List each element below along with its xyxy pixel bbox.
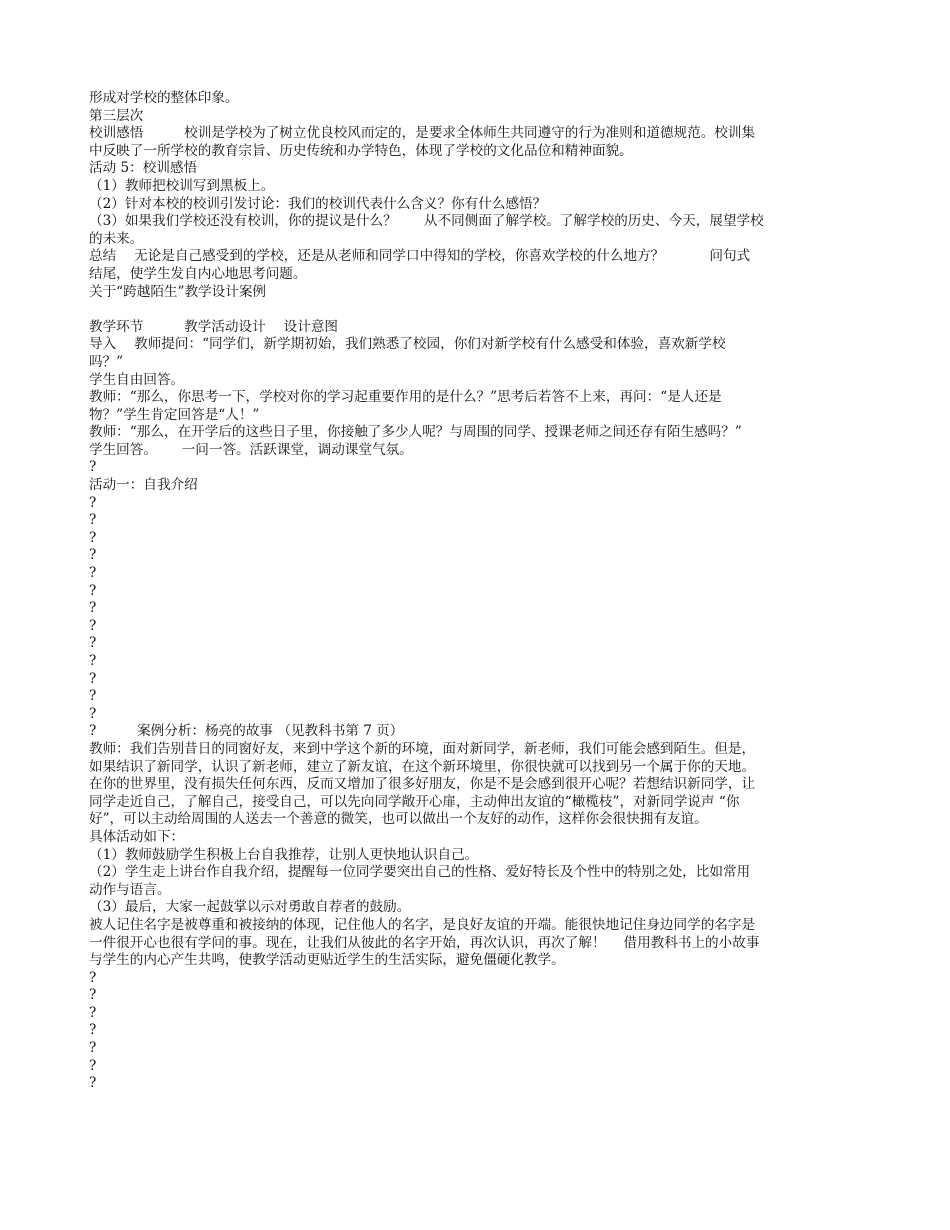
text-line: ? 案例分析：杨亮的故事 （见教科书第 7 页） xyxy=(89,723,404,740)
text-line: 吗？” xyxy=(89,353,124,370)
text-line: 被人记住名字是被尊重和被接纳的体现，记住他人的名字，是良好友谊的开端。能很快地记住身边同学的名字是 xyxy=(89,916,756,933)
text-line: 总结 无论是自己感受到的学校，还是从老师和同学口中得知的学校，你喜欢学校的什么地方？ 问句式 xyxy=(89,248,751,265)
text-line: 教学环节 教学活动设计 设计意图 xyxy=(89,318,339,335)
text-line: ? xyxy=(89,494,97,511)
text-line: ? xyxy=(89,600,97,617)
text-line: ? xyxy=(89,969,97,986)
text-line: ? xyxy=(89,459,97,476)
text-line: 同学走近自己，了解自己，接受自己，可以先向同学敞开心扉，主动伸出友谊的“橄榄枝”，对新同学说声 “你 xyxy=(89,793,740,810)
text-line: ? xyxy=(89,1022,97,1039)
text-line: ? xyxy=(89,987,97,1004)
text-line: 与学生的内心产生共鸣，使教学活动更贴近学生的生活实际，避免僵硬化教学。 xyxy=(89,952,565,969)
text-line: （3）最后，大家一起鼓掌以示对勇敢自荐者的鼓励。 xyxy=(89,899,411,916)
text-line: 教师：“那么，你思考一下，学校对你的学习起重要作用的是什么？”思考后若答不上来，再问：“是人还是 xyxy=(89,389,722,406)
text-line: ? xyxy=(89,635,97,652)
text-line: 活动一：自我介绍 xyxy=(89,477,198,494)
text-line: 中反映了一所学校的教育宗旨、历史传统和办学特色，体现了学校的文化品位和精神面貌。 xyxy=(89,142,633,159)
text-line: 在你的世界里，没有损失任何东西，反而又增加了很多好朋友，你是不是会感到很开心呢？若想结识新同学，让 xyxy=(89,776,756,793)
text-line: 学生自由回答。 xyxy=(89,371,185,388)
text-line: 教师：“那么，在开学后的这些日子里，你接触了多少人呢？与周围的同学、授课老师之间还存有陌生感吗？” xyxy=(89,424,742,441)
text-line xyxy=(89,301,869,319)
text-line: ? xyxy=(89,1075,97,1092)
text-line: （1）教师把校训写到黑板上。 xyxy=(89,177,275,194)
text-line: 导入 教师提问：“同学们，新学期初始，我们熟悉了校园，你们对新学校有什么感受和体验，喜欢新学校 xyxy=(89,336,726,353)
text-line: 结尾，使学生发自内心地思考问题。 xyxy=(89,265,307,282)
text-line: ? xyxy=(89,565,97,582)
text-line: ? xyxy=(89,1004,97,1021)
text-line: 校训感悟 校训是学校为了树立优良校风而定的，是要求全体师生共同遵守的行为准则和道德规范。校训集 xyxy=(89,125,756,142)
text-line: （1）教师鼓励学生积极上台自我推荐，让别人更快地认识自己。 xyxy=(89,846,479,863)
text-line: 一件很开心也很有学问的事。现在，让我们从彼此的名字开始，再次认识，再次了解！ 借用教科书上的小故事 xyxy=(89,934,760,951)
text-line: 关于“跨越陌生”教学设计案例 xyxy=(89,283,267,300)
text-line: （2）学生走上讲台作自我介绍，提醒每一位同学要突出自己的性格、爱好特长及个性中的特别之处，比如常用 xyxy=(89,864,751,881)
text-line: （2）针对本校的校训引发讨论：我们的校训代表什么含义？你有什么感悟？ xyxy=(89,195,547,212)
text-line: ? xyxy=(89,547,97,564)
text-line: 第三层次 xyxy=(89,107,144,124)
text-line: 具体活动如下： xyxy=(89,828,185,845)
document-body xyxy=(89,90,869,1093)
text-line: ? xyxy=(89,617,97,634)
text-line: 物？”学生肯定回答是“人！” xyxy=(89,406,260,423)
text-line: 形成对学校的整体印象。 xyxy=(89,90,239,106)
text-line: 如果结识了新同学，认识了新老师，建立了新友谊，在这个新环境里，你很快就可以找到另一个属于你的天地。 xyxy=(89,758,756,775)
text-line: ? xyxy=(89,670,97,687)
text-line: 学生回答。 一问一答。活跃课堂，调动课堂气氛。 xyxy=(89,441,413,458)
text-line: ? xyxy=(89,529,97,546)
text-line: 教师：我们告别昔日的同窗好友，来到中学这个新的环境，面对新同学，新老师，我们可能会感到陌生。但是， xyxy=(89,740,756,757)
text-line: ? xyxy=(89,688,97,705)
text-line: 好”，可以主动给周围的人送去一个善意的微笑，也可以做出一个友好的动作，这样你会很快拥有友谊。 xyxy=(89,811,708,828)
text-line: ? xyxy=(89,582,97,599)
text-line: ? xyxy=(89,705,97,722)
text-line: ? xyxy=(89,512,97,529)
text-line: 的未来。 xyxy=(89,230,144,247)
text-line: （3）如果我们学校还没有校训，你的提议是什么？ 从不同侧面了解学校。了解学校的历史、今天，展望学校 xyxy=(89,213,764,230)
text-line: 活动 5：校训感悟 xyxy=(89,160,198,177)
text-line: ? xyxy=(89,1040,97,1057)
text-line: ? xyxy=(89,653,97,669)
text-line: 动作与语言。 xyxy=(89,881,171,898)
text-line: ? xyxy=(89,1057,97,1074)
